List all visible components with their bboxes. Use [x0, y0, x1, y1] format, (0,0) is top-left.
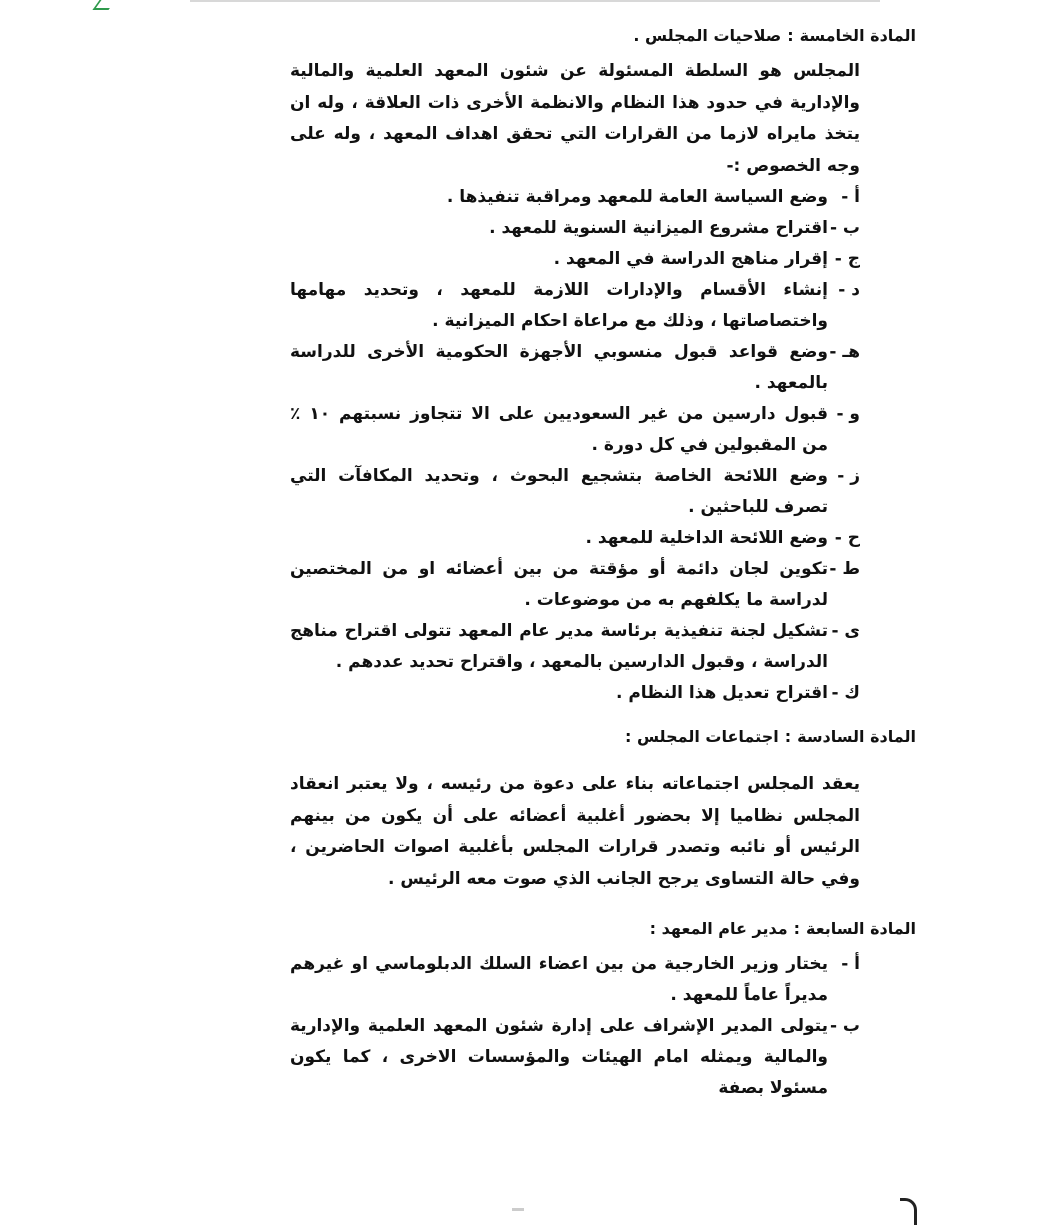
item-text: وضع اللائحة الخاصة بتشجيع البحوث ، وتحديد المكافآت التي تصرف للباحثين . [290, 466, 828, 517]
scan-artifact [512, 1208, 524, 1211]
list-item [290, 1011, 860, 1104]
list-item [290, 949, 860, 1011]
scan-top-edge [190, 0, 880, 2]
list-item [290, 337, 860, 399]
item-text: يختار وزير الخارجية من بين اعضاء السلك الدبلوماسي او غيرهم مديراً عاماً للمعهد . [290, 954, 828, 1005]
list-item [290, 616, 860, 678]
item-letter: ب - [829, 1016, 860, 1036]
article-5-list [290, 182, 860, 709]
article-7-title: مدير عام المعهد : [649, 919, 788, 938]
list-item [290, 213, 860, 244]
item-text: إنشاء الأقسام والإدارات اللازمة للمعهد ، وتحديد مهامها واختصاصاتها ، وذلك مع مراعاة احكام الميزانية . [290, 280, 828, 331]
item-text: إقرار مناهج الدراسة في المعهد . [553, 249, 828, 269]
item-letter: و - [836, 404, 860, 424]
list-item [290, 461, 860, 523]
item-letter: أ - [841, 187, 860, 207]
item-letter: ط - [829, 559, 860, 579]
list-item [290, 182, 860, 213]
article-6-text: يعقد المجلس اجتماعاته بناء على دعوة من رئيسه ، ولا يعتبر انعقاد المجلس نظاميا إلا بحضور أغلبية أعضائه على أن يكون من بينهم الرئيس أو نائبه وتصدر قرارات المجلس بأغلبية اصوات الحاضرين ، وفي حالة التساوى يرجح الجانب الذي صوت معه الرئيس . [290, 774, 860, 889]
page-corner-mark [900, 1198, 917, 1225]
item-letter: ك - [831, 683, 860, 703]
heading-separator: : [784, 727, 792, 746]
item-text: وضع اللائحة الداخلية للمعهد . [585, 528, 828, 548]
item-letter: ح - [834, 528, 860, 548]
item-letter: ز - [837, 466, 860, 486]
item-letter: ى - [831, 621, 860, 641]
list-item [290, 523, 860, 554]
article-5-intro: المجلس هو السلطة المسئولة عن شئون المعهد العلمية والمالية والإدارية في حدود هذا النظام والانظمة الأخرى ذات العلاقة ، وله ان يتخذ مايراه لازما من القرارات التي تحقق اهداف المعهد ، وله على وجه الخصوص :- [290, 61, 860, 176]
item-letter: ب - [829, 218, 860, 238]
article-6-title: اجتماعات المجلس : [624, 727, 779, 746]
list-item [290, 244, 860, 275]
item-letter: هـ - [829, 342, 860, 362]
article-5-title: صلاحيات المجلس . [633, 26, 782, 45]
article-7-heading [290, 915, 916, 943]
item-letter: ج - [834, 249, 860, 269]
item-text: وضع قواعد قبول منسوبي الأجهزة الحكومية الأخرى للدراسة بالمعهد . [290, 342, 828, 393]
item-text: قبول دارسين من غير السعوديين على الا تتجاوز نسبتهم ١٠ ٪ من المقبولين في كل دورة . [290, 404, 828, 455]
article-5-heading [290, 22, 916, 50]
article-6-heading [290, 723, 916, 751]
article-5-label: المادة الخامسة [799, 26, 916, 45]
item-text: وضع السياسة العامة للمعهد ومراقبة تنفيذها . [446, 187, 828, 207]
corner-pen-mark [92, 0, 115, 10]
article-7-list [290, 949, 860, 1104]
article-7-label: المادة السابعة [806, 919, 916, 938]
list-item [290, 554, 860, 616]
item-text: تشكيل لجنة تنفيذية برئاسة مدير عام المعهد تتولى اقتراح مناهج الدراسة ، وقبول الدارسين بالمعهد ، واقتراح تحديد عددهم . [290, 621, 828, 672]
list-item [290, 399, 860, 461]
document-body [290, 22, 916, 1104]
item-letter: د - [838, 280, 860, 300]
heading-separator: : [787, 26, 794, 45]
item-letter: أ - [841, 954, 860, 974]
heading-separator: : [793, 919, 801, 938]
item-text: يتولى المدير الإشراف على إدارة شئون المعهد العلمية والإدارية والمالية ويمثله امام الهيئات والمؤسسات الاخرى ، كما يكون مسئولا بصفة [290, 1016, 828, 1098]
item-text: اقتراح تعديل هذا النظام . [615, 683, 828, 703]
item-text: تكوين لجان دائمة أو مؤقتة من بين أعضائه او من المختصين لدراسة ما يكلفهم به من موضوعات . [290, 559, 828, 610]
list-item [290, 678, 860, 709]
item-text: اقتراح مشروع الميزانية السنوية للمعهد . [489, 218, 828, 238]
list-item [290, 275, 860, 337]
article-6-label: المادة السادسة [797, 727, 916, 746]
